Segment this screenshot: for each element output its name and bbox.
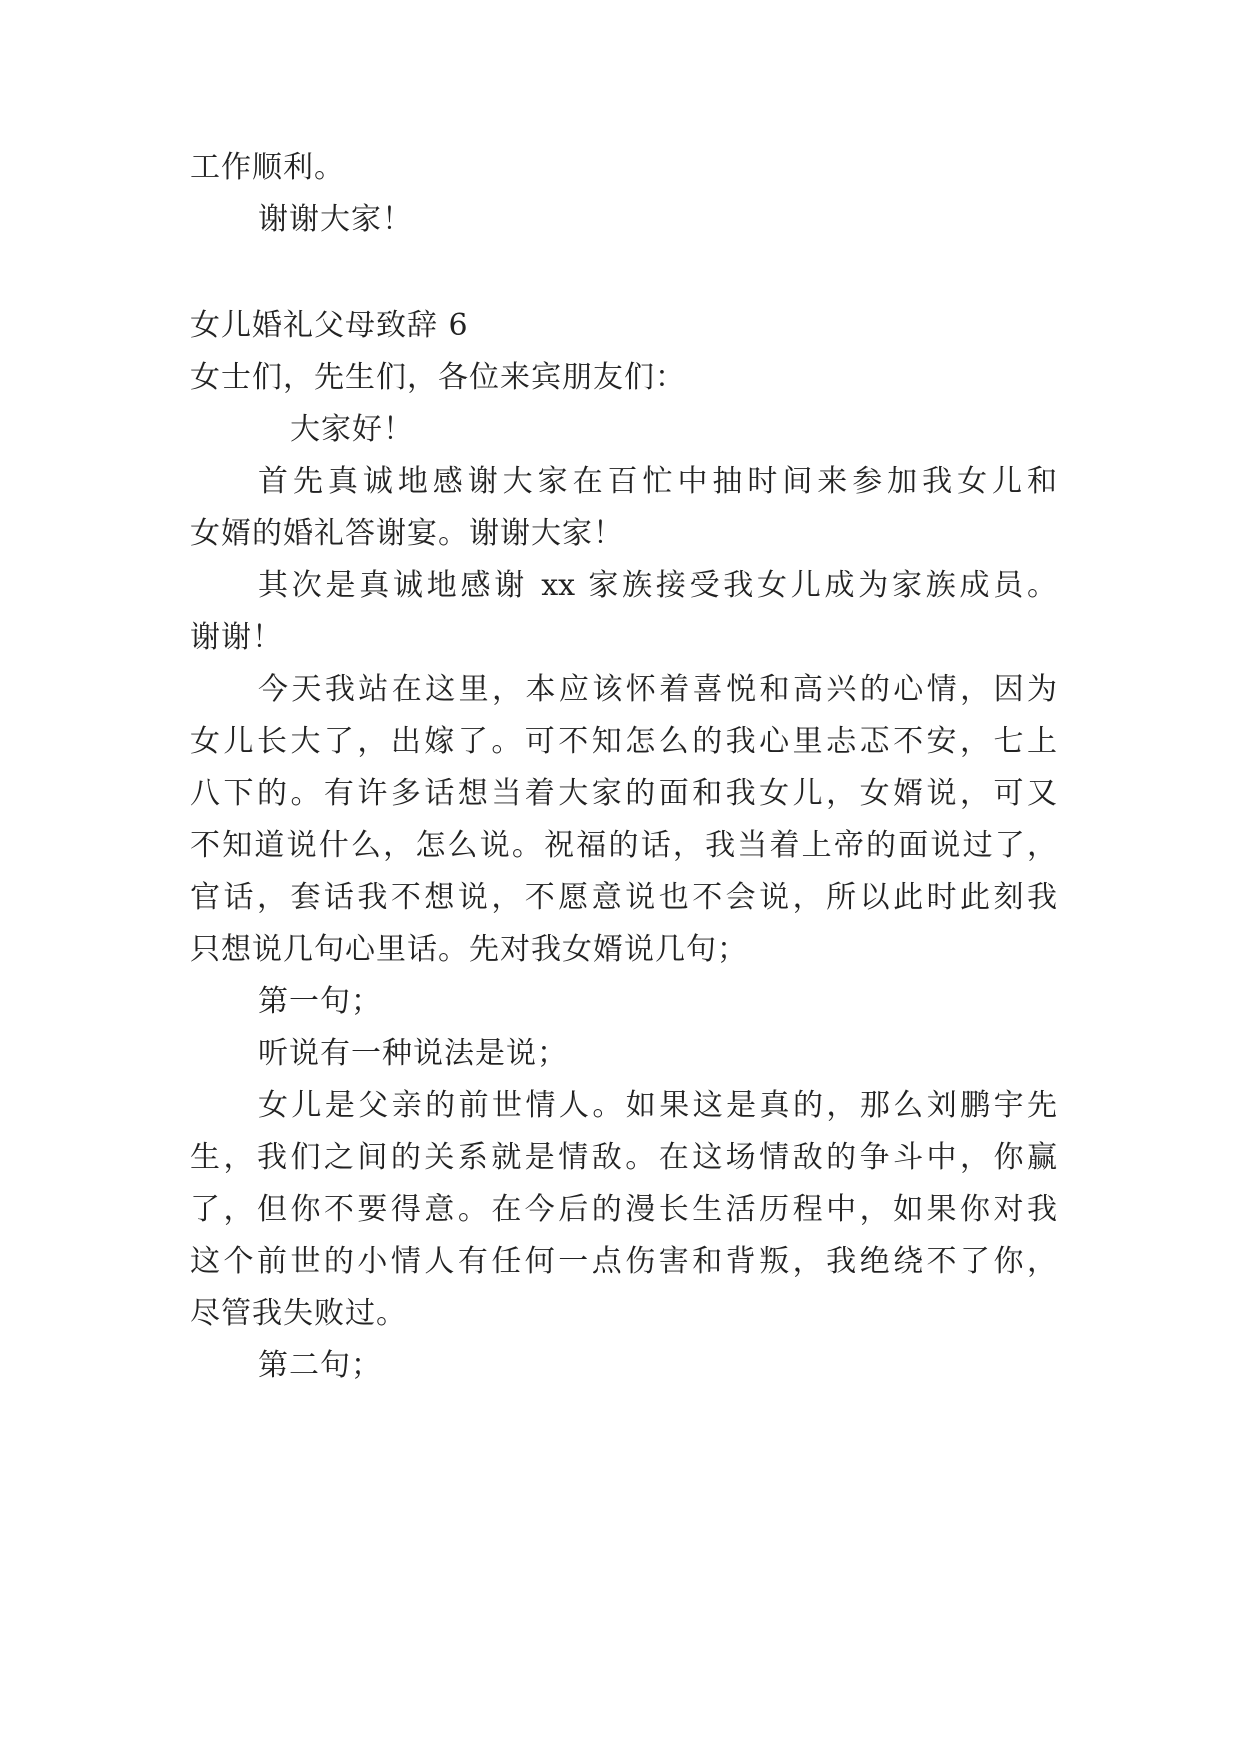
greeting: 大家好！ [290,412,414,447]
previous-closing-thanks: 谢谢大家！ [258,202,413,237]
paragraph-1-line-2: 女婿的婚礼答谢宴。谢谢大家！ [190,516,624,551]
paragraph-4-line-4: 这个前世的小情人有任何一点伤害和背叛，我绝绕不了你， [190,1244,1057,1279]
paragraph-2-line-1: 其次是真诚地感谢 xx 家族接受我女儿成为家族成员。 [258,568,1057,603]
paragraph-4-line-3: 了，但你不要得意。在今后的漫长生活历程中，如果你对我 [190,1192,1057,1227]
paragraph-3-line-4: 不知道说什么，怎么说。祝福的话，我当着上帝的面说过了， [190,828,1057,863]
paragraph-3-line-5: 官话，套话我不想说，不愿意说也不会说，所以此时此刻我 [190,880,1057,915]
saying-intro: 听说有一种说法是说； [258,1036,568,1071]
paragraph-3-line-6: 只想说几句心里话。先对我女婿说几句； [190,932,748,967]
second-point-heading: 第二句； [258,1348,382,1383]
paragraph-4-line-2: 生，我们之间的关系就是情敌。在这场情敌的争斗中，你赢 [190,1140,1057,1175]
paragraph-4-line-1: 女儿是父亲的前世情人。如果这是真的，那么刘鹏宇先 [258,1088,1057,1123]
first-point-heading: 第一句； [258,984,382,1019]
previous-paragraph-tail: 工作顺利。 [190,150,345,185]
section-title: 女儿婚礼父母致辞 6 [190,308,469,343]
paragraph-2-line-2: 谢谢！ [190,620,283,655]
paragraph-3-line-2: 女儿长大了，出嫁了。可不知怎么的我心里忐忑不安，七上 [190,724,1057,759]
paragraph-4-line-5: 尽管我失败过。 [190,1296,407,1331]
salutation: 女士们，先生们，各位来宾朋友们： [190,360,686,395]
paragraph-3-line-3: 八下的。有许多话想当着大家的面和我女儿，女婿说，可又 [190,776,1057,811]
paragraph-3-line-1: 今天我站在这里，本应该怀着喜悦和高兴的心情，因为 [258,672,1057,707]
paragraph-1-line-1: 首先真诚地感谢大家在百忙中抽时间来参加我女儿和 [258,464,1057,499]
